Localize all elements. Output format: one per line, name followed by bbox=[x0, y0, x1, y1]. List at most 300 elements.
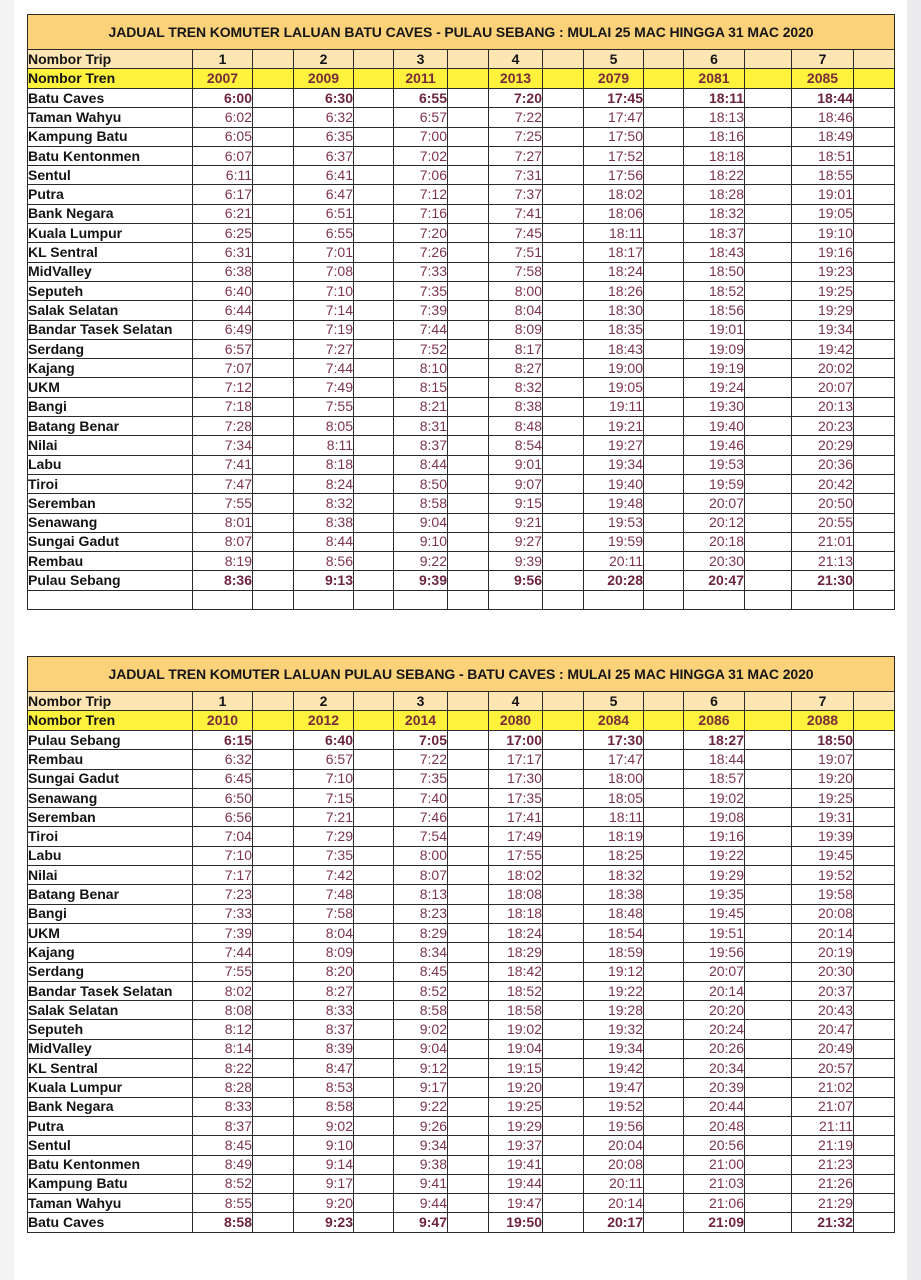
spacer-cell bbox=[354, 750, 394, 769]
departure-time: 8:37 bbox=[394, 436, 448, 455]
departure-time: 8:55 bbox=[193, 1194, 253, 1213]
station-name: MidValley bbox=[28, 1039, 193, 1058]
departure-time: 9:41 bbox=[394, 1174, 448, 1193]
departure-time: 19:07 bbox=[792, 750, 854, 769]
spacer-cell bbox=[745, 808, 792, 827]
departure-time: 20:13 bbox=[792, 397, 854, 416]
departure-time: 17:55 bbox=[489, 846, 543, 865]
spacer-cell bbox=[354, 1136, 394, 1155]
spacer-cell bbox=[745, 962, 792, 981]
departure-time: 7:34 bbox=[193, 436, 253, 455]
empty-cell bbox=[394, 590, 448, 609]
spacer-cell bbox=[253, 474, 294, 493]
spacer-cell bbox=[354, 532, 394, 551]
spacer-cell bbox=[854, 692, 895, 711]
spacer-cell bbox=[745, 1001, 792, 1020]
departure-time: 6:44 bbox=[193, 301, 253, 320]
departure-time: 20:20 bbox=[684, 1001, 745, 1020]
timetable-title: JADUAL TREN KOMUTER LALUAN PULAU SEBANG - BATU CAVES : MULAI 25 MAC HINGGA 31 MAC 2020 bbox=[28, 657, 895, 692]
spacer-cell bbox=[745, 552, 792, 571]
departure-time: 6:02 bbox=[193, 108, 253, 127]
spacer-cell bbox=[253, 455, 294, 474]
spacer-cell bbox=[354, 262, 394, 281]
trip-number: 7 bbox=[792, 692, 854, 711]
spacer-cell bbox=[854, 1213, 895, 1232]
spacer-cell bbox=[253, 89, 294, 108]
spacer-cell bbox=[448, 204, 489, 223]
station-row bbox=[28, 1059, 895, 1078]
spacer-cell bbox=[448, 262, 489, 281]
departure-time: 20:24 bbox=[684, 1020, 745, 1039]
spacer-cell bbox=[854, 1020, 895, 1039]
spacer-cell bbox=[644, 166, 684, 185]
departure-time: 21:01 bbox=[792, 532, 854, 551]
spacer-cell bbox=[854, 378, 895, 397]
station-name: Kampung Batu bbox=[28, 1174, 193, 1193]
departure-time: 18:29 bbox=[489, 943, 543, 962]
station-row bbox=[28, 731, 895, 750]
departure-time: 7:46 bbox=[394, 808, 448, 827]
spacer-cell bbox=[543, 513, 584, 532]
spacer-cell bbox=[448, 571, 489, 590]
spacer-cell bbox=[543, 1039, 584, 1058]
station-row bbox=[28, 320, 895, 339]
departure-time: 20:19 bbox=[792, 943, 854, 962]
spacer-cell bbox=[543, 532, 584, 551]
departure-time: 19:40 bbox=[584, 474, 644, 493]
departure-time: 18:37 bbox=[684, 224, 745, 243]
spacer-cell bbox=[448, 339, 489, 358]
spacer-cell bbox=[543, 1001, 584, 1020]
spacer-cell bbox=[448, 827, 489, 846]
spacer-cell bbox=[253, 962, 294, 981]
spacer-cell bbox=[253, 769, 294, 788]
departure-time: 7:12 bbox=[193, 378, 253, 397]
departure-time: 18:43 bbox=[584, 339, 644, 358]
departure-time: 19:25 bbox=[792, 788, 854, 807]
departure-time: 6:35 bbox=[294, 127, 354, 146]
scrollbar[interactable] bbox=[907, 0, 921, 1280]
departure-time: 9:02 bbox=[294, 1116, 354, 1135]
spacer-cell bbox=[253, 731, 294, 750]
departure-time: 6:21 bbox=[193, 204, 253, 223]
spacer-cell bbox=[253, 166, 294, 185]
station-name: Serdang bbox=[28, 962, 193, 981]
departure-time: 8:17 bbox=[489, 339, 543, 358]
spacer-cell bbox=[448, 166, 489, 185]
spacer-cell bbox=[854, 788, 895, 807]
departure-time: 8:04 bbox=[294, 923, 354, 942]
spacer-cell bbox=[354, 417, 394, 436]
departure-time: 8:49 bbox=[193, 1155, 253, 1174]
departure-time: 8:32 bbox=[489, 378, 543, 397]
spacer-cell bbox=[253, 788, 294, 807]
spacer-cell bbox=[854, 455, 895, 474]
spacer-cell bbox=[644, 571, 684, 590]
departure-time: 9:13 bbox=[294, 571, 354, 590]
spacer-cell bbox=[253, 866, 294, 885]
spacer-cell bbox=[253, 339, 294, 358]
spacer-cell bbox=[543, 769, 584, 788]
departure-time: 19:52 bbox=[584, 1097, 644, 1116]
departure-time: 17:47 bbox=[584, 108, 644, 127]
train-number: 2080 bbox=[489, 711, 543, 731]
departure-time: 19:10 bbox=[792, 224, 854, 243]
spacer-cell bbox=[745, 981, 792, 1000]
departure-time: 18:11 bbox=[584, 224, 644, 243]
spacer-cell bbox=[448, 846, 489, 865]
train-number: 2085 bbox=[792, 69, 854, 89]
departure-time: 7:14 bbox=[294, 301, 354, 320]
departure-time: 8:15 bbox=[394, 378, 448, 397]
spacer-cell bbox=[745, 301, 792, 320]
spacer-cell bbox=[354, 827, 394, 846]
departure-time: 20:56 bbox=[684, 1136, 745, 1155]
departure-time: 18:02 bbox=[489, 866, 543, 885]
departure-time: 8:33 bbox=[294, 1001, 354, 1020]
spacer-cell bbox=[854, 1136, 895, 1155]
spacer-cell bbox=[854, 1097, 895, 1116]
spacer-cell bbox=[354, 494, 394, 513]
spacer-cell bbox=[448, 750, 489, 769]
departure-time: 8:53 bbox=[294, 1078, 354, 1097]
departure-time: 19:08 bbox=[684, 808, 745, 827]
station-row bbox=[28, 513, 895, 532]
spacer-cell bbox=[854, 436, 895, 455]
spacer-cell bbox=[854, 731, 895, 750]
spacer-cell bbox=[644, 281, 684, 300]
departure-time: 18:18 bbox=[489, 904, 543, 923]
station-name: Sentul bbox=[28, 166, 193, 185]
departure-time: 21:09 bbox=[684, 1213, 745, 1232]
departure-time: 19:50 bbox=[489, 1213, 543, 1232]
departure-time: 7:58 bbox=[489, 262, 543, 281]
station-name: Bank Negara bbox=[28, 1097, 193, 1116]
spacer-cell bbox=[854, 1116, 895, 1135]
departure-time: 6:25 bbox=[193, 224, 253, 243]
departure-time: 19:58 bbox=[792, 885, 854, 904]
departure-time: 7:55 bbox=[193, 962, 253, 981]
spacer-cell bbox=[854, 339, 895, 358]
spacer-cell bbox=[448, 1136, 489, 1155]
spacer-cell bbox=[543, 320, 584, 339]
departure-time: 18:32 bbox=[684, 204, 745, 223]
spacer-cell bbox=[644, 243, 684, 262]
departure-time: 19:28 bbox=[584, 1001, 644, 1020]
spacer-cell bbox=[745, 1078, 792, 1097]
spacer-cell bbox=[745, 769, 792, 788]
spacer-cell bbox=[253, 846, 294, 865]
trip-header-row bbox=[28, 692, 895, 711]
spacer-cell bbox=[253, 1194, 294, 1213]
departure-time: 8:27 bbox=[294, 981, 354, 1000]
empty-cell bbox=[543, 590, 584, 609]
departure-time: 8:00 bbox=[489, 281, 543, 300]
train-number: 2014 bbox=[394, 711, 448, 731]
spacer-cell bbox=[448, 455, 489, 474]
departure-time: 20:14 bbox=[792, 923, 854, 942]
tren-header-row bbox=[28, 69, 895, 89]
spacer-cell bbox=[745, 50, 792, 69]
station-name: Kajang bbox=[28, 359, 193, 378]
spacer-cell bbox=[253, 1001, 294, 1020]
departure-time: 6:40 bbox=[193, 281, 253, 300]
spacer-cell bbox=[745, 1174, 792, 1193]
spacer-cell bbox=[354, 1020, 394, 1039]
trip-number: 1 bbox=[193, 50, 253, 69]
spacer-cell bbox=[448, 962, 489, 981]
spacer-cell bbox=[543, 243, 584, 262]
departure-time: 21:19 bbox=[792, 1136, 854, 1155]
spacer-cell bbox=[745, 474, 792, 493]
spacer-cell bbox=[448, 1213, 489, 1232]
spacer-cell bbox=[253, 50, 294, 69]
spacer-cell bbox=[253, 1116, 294, 1135]
spacer-cell bbox=[543, 262, 584, 281]
spacer-cell bbox=[448, 532, 489, 551]
spacer-cell bbox=[448, 731, 489, 750]
spacer-cell bbox=[253, 185, 294, 204]
spacer-cell bbox=[354, 185, 394, 204]
departure-time: 7:51 bbox=[489, 243, 543, 262]
trip-number: 5 bbox=[584, 692, 644, 711]
spacer-cell bbox=[644, 1213, 684, 1232]
departure-time: 8:45 bbox=[394, 962, 448, 981]
spacer-cell bbox=[854, 69, 895, 89]
departure-time: 21:23 bbox=[792, 1155, 854, 1174]
spacer-cell bbox=[354, 301, 394, 320]
departure-time: 6:07 bbox=[193, 146, 253, 165]
spacer-cell bbox=[253, 204, 294, 223]
departure-time: 21:29 bbox=[792, 1194, 854, 1213]
station-name: KL Sentral bbox=[28, 243, 193, 262]
departure-time: 19:41 bbox=[489, 1155, 543, 1174]
spacer-cell bbox=[644, 69, 684, 89]
empty-cell bbox=[584, 590, 644, 609]
departure-time: 19:29 bbox=[489, 1116, 543, 1135]
spacer-cell bbox=[854, 943, 895, 962]
spacer-cell bbox=[253, 904, 294, 923]
trip-number: 3 bbox=[394, 692, 448, 711]
spacer-cell bbox=[253, 1097, 294, 1116]
spacer-cell bbox=[354, 224, 394, 243]
spacer-cell bbox=[448, 943, 489, 962]
departure-time: 7:20 bbox=[394, 224, 448, 243]
departure-time: 6:05 bbox=[193, 127, 253, 146]
departure-time: 19:53 bbox=[584, 513, 644, 532]
spacer-cell bbox=[854, 166, 895, 185]
spacer-cell bbox=[854, 885, 895, 904]
departure-time: 18:11 bbox=[684, 89, 745, 108]
spacer-cell bbox=[854, 50, 895, 69]
spacer-cell bbox=[543, 436, 584, 455]
station-name: Labu bbox=[28, 455, 193, 474]
spacer-cell bbox=[543, 127, 584, 146]
station-row bbox=[28, 146, 895, 165]
station-name: UKM bbox=[28, 378, 193, 397]
spacer-cell bbox=[253, 1059, 294, 1078]
spacer-cell bbox=[354, 808, 394, 827]
departure-time: 18:19 bbox=[584, 827, 644, 846]
departure-time: 19:29 bbox=[792, 301, 854, 320]
station-row bbox=[28, 923, 895, 942]
departure-time: 17:56 bbox=[584, 166, 644, 185]
departure-time: 21:11 bbox=[792, 1116, 854, 1135]
trip-header-row bbox=[28, 50, 895, 69]
spacer-cell bbox=[354, 1039, 394, 1058]
spacer-cell bbox=[543, 417, 584, 436]
departure-time: 7:27 bbox=[294, 339, 354, 358]
spacer-cell bbox=[543, 166, 584, 185]
departure-time: 21:26 bbox=[792, 1174, 854, 1193]
train-number: 2013 bbox=[489, 69, 543, 89]
departure-time: 19:29 bbox=[684, 866, 745, 885]
spacer-cell bbox=[644, 943, 684, 962]
trip-number-label: Nombor Trip bbox=[28, 692, 193, 711]
spacer-cell bbox=[543, 1213, 584, 1232]
spacer-cell bbox=[354, 1116, 394, 1135]
departure-time: 8:31 bbox=[394, 417, 448, 436]
departure-time: 7:01 bbox=[294, 243, 354, 262]
departure-time: 21:13 bbox=[792, 552, 854, 571]
spacer-cell bbox=[854, 750, 895, 769]
departure-time: 7:41 bbox=[193, 455, 253, 474]
departure-time: 7:05 bbox=[394, 731, 448, 750]
departure-time: 7:37 bbox=[489, 185, 543, 204]
departure-time: 18:50 bbox=[684, 262, 745, 281]
departure-time: 8:21 bbox=[394, 397, 448, 416]
departure-time: 20:23 bbox=[792, 417, 854, 436]
departure-time: 18:46 bbox=[792, 108, 854, 127]
departure-time: 17:30 bbox=[489, 769, 543, 788]
spacer-cell bbox=[354, 769, 394, 788]
station-name: Bangi bbox=[28, 397, 193, 416]
spacer-cell bbox=[253, 108, 294, 127]
departure-time: 8:08 bbox=[193, 1001, 253, 1020]
station-row bbox=[28, 359, 895, 378]
departure-time: 17:49 bbox=[489, 827, 543, 846]
spacer-cell bbox=[354, 788, 394, 807]
spacer-cell bbox=[745, 513, 792, 532]
departure-time: 6:17 bbox=[193, 185, 253, 204]
train-number: 2079 bbox=[584, 69, 644, 89]
spacer-cell bbox=[644, 1059, 684, 1078]
departure-time: 18:44 bbox=[792, 89, 854, 108]
spacer-cell bbox=[745, 866, 792, 885]
departure-time: 8:58 bbox=[193, 1213, 253, 1232]
departure-time: 9:14 bbox=[294, 1155, 354, 1174]
departure-time: 20:57 bbox=[792, 1059, 854, 1078]
station-row bbox=[28, 981, 895, 1000]
station-name: Kajang bbox=[28, 943, 193, 962]
empty-cell bbox=[854, 590, 895, 609]
departure-time: 6:50 bbox=[193, 788, 253, 807]
spacer-cell bbox=[543, 711, 584, 731]
departure-time: 19:15 bbox=[489, 1059, 543, 1078]
station-name: Kampung Batu bbox=[28, 127, 193, 146]
spacer-cell bbox=[543, 692, 584, 711]
station-row bbox=[28, 301, 895, 320]
departure-time: 8:09 bbox=[294, 943, 354, 962]
departure-time: 9:10 bbox=[294, 1136, 354, 1155]
spacer-cell bbox=[543, 885, 584, 904]
station-name: Bank Negara bbox=[28, 204, 193, 223]
station-name: Bangi bbox=[28, 904, 193, 923]
departure-time: 19:21 bbox=[584, 417, 644, 436]
station-row bbox=[28, 417, 895, 436]
spacer-cell bbox=[854, 769, 895, 788]
spacer-cell bbox=[354, 552, 394, 571]
departure-time: 8:39 bbox=[294, 1039, 354, 1058]
station-row bbox=[28, 1116, 895, 1135]
spacer-cell bbox=[448, 243, 489, 262]
departure-time: 20:08 bbox=[792, 904, 854, 923]
spacer-cell bbox=[543, 50, 584, 69]
departure-time: 18:17 bbox=[584, 243, 644, 262]
spacer-cell bbox=[253, 711, 294, 731]
station-row bbox=[28, 846, 895, 865]
departure-time: 19:47 bbox=[584, 1078, 644, 1097]
departure-time: 18:54 bbox=[584, 923, 644, 942]
spacer-cell bbox=[644, 1194, 684, 1213]
departure-time: 19:04 bbox=[489, 1039, 543, 1058]
spacer-cell bbox=[644, 808, 684, 827]
empty-cell bbox=[193, 590, 253, 609]
spacer-cell bbox=[644, 711, 684, 731]
spacer-cell bbox=[253, 417, 294, 436]
station-row bbox=[28, 378, 895, 397]
spacer-cell bbox=[745, 1194, 792, 1213]
tren-header-row bbox=[28, 711, 895, 731]
spacer-cell bbox=[448, 1097, 489, 1116]
spacer-cell bbox=[253, 436, 294, 455]
departure-time: 18:52 bbox=[489, 981, 543, 1000]
spacer-cell bbox=[745, 1020, 792, 1039]
spacer-cell bbox=[354, 571, 394, 590]
spacer-cell bbox=[354, 243, 394, 262]
departure-time: 18:30 bbox=[584, 301, 644, 320]
station-row bbox=[28, 262, 895, 281]
spacer-cell bbox=[448, 127, 489, 146]
spacer-cell bbox=[543, 397, 584, 416]
departure-time: 20:17 bbox=[584, 1213, 644, 1232]
spacer-cell bbox=[448, 89, 489, 108]
spacer-cell bbox=[253, 262, 294, 281]
departure-time: 7:28 bbox=[193, 417, 253, 436]
departure-time: 19:48 bbox=[584, 494, 644, 513]
spacer-cell bbox=[253, 1039, 294, 1058]
station-row bbox=[28, 750, 895, 769]
spacer-cell bbox=[644, 1001, 684, 1020]
departure-time: 19:59 bbox=[684, 474, 745, 493]
departure-time: 19:46 bbox=[684, 436, 745, 455]
train-number: 2007 bbox=[193, 69, 253, 89]
spacer-cell bbox=[543, 788, 584, 807]
departure-time: 7:07 bbox=[193, 359, 253, 378]
departure-time: 7:40 bbox=[394, 788, 448, 807]
departure-time: 8:22 bbox=[193, 1059, 253, 1078]
departure-time: 8:37 bbox=[294, 1020, 354, 1039]
departure-time: 7:41 bbox=[489, 204, 543, 223]
departure-time: 19:25 bbox=[489, 1097, 543, 1116]
spacer-cell bbox=[745, 692, 792, 711]
spacer-cell bbox=[854, 417, 895, 436]
departure-time: 17:45 bbox=[584, 89, 644, 108]
spacer-cell bbox=[448, 904, 489, 923]
departure-time: 18:05 bbox=[584, 788, 644, 807]
spacer-cell bbox=[644, 923, 684, 942]
trip-number: 7 bbox=[792, 50, 854, 69]
